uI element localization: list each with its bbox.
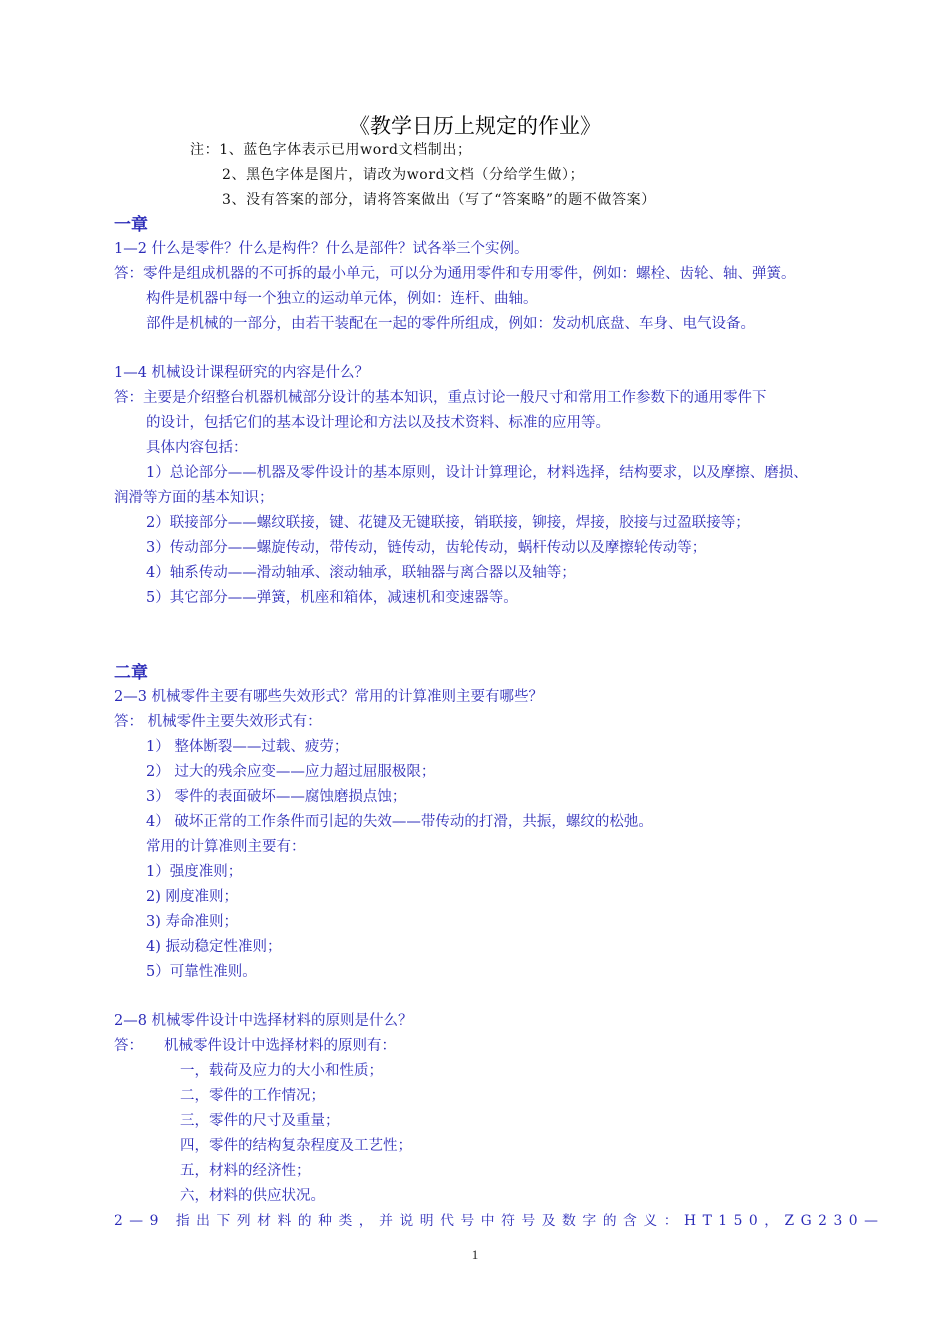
chapter-1-heading: 一章	[114, 215, 148, 235]
answer-2-8-item: 二，零件的工作情况；	[180, 1088, 325, 1104]
answer-1-4-line: 具体内容包括：	[146, 440, 248, 456]
chapter-2-heading: 二章	[114, 663, 148, 683]
answer-1-2-line: 答：零件是组成机器的不可拆的最小单元，可以分为通用零件和专用零件，例如：螺栓、齿轮、轴、弹簧。	[114, 266, 796, 282]
answer-2-3-line: 4) 振动稳定性准则；	[146, 939, 282, 955]
page-number: 1	[471, 1247, 479, 1262]
answer-2-8-lead: 答：	[114, 1038, 143, 1054]
answer-1-4-line: 2）联接部分——螺纹联接，键、花键及无键联接，销联接，铆接，焊接，胶接与过盈联接等；	[146, 515, 750, 531]
answer-2-8-item: 四，零件的结构复杂程度及工艺性；	[180, 1138, 412, 1154]
answer-1-4-line: 4）轴系传动——滑动轴承、滚动轴承，联轴器与离合器以及轴等；	[146, 565, 576, 581]
answer-2-3-line: 2） 过大的残余应变——应力超过屈服极限；	[146, 764, 436, 780]
answer-1-4-line: 1）总论部分——机器及零件设计的基本原则，设计计算理论，材料选择，结构要求，以及摩擦、磨损、	[146, 465, 808, 481]
answer-2-8-item: 六，材料的供应状况。	[180, 1188, 325, 1204]
answer-1-4-line: 5）其它部分——弹簧，机座和箱体，减速机和变速器等。	[146, 590, 518, 606]
note-3: 3、没有答案的部分，请将答案做出（写了“答案略”的题不做答案）	[222, 192, 656, 208]
note-2: 2、黑色字体是图片，请改为word文档（分给学生做）；	[222, 167, 585, 183]
answer-1-4-line: 答：主要是介绍整台机器机械部分设计的基本知识，重点讨论一般尺寸和常用工作参数下的通用零件下	[114, 390, 767, 406]
answer-2-3-line: 3） 零件的表面破坏——腐蚀磨损点蚀；	[146, 789, 407, 805]
answer-2-3-line: 答： 机械零件主要失效形式有：	[114, 714, 322, 730]
note-1: 注：1、蓝色字体表示已用word文档制出；	[190, 142, 472, 158]
answer-2-3-line: 常用的计算准则主要有：	[146, 839, 306, 855]
answer-2-8-item: 五，材料的经济性；	[180, 1163, 311, 1179]
question-2-8: 2—8 机械零件设计中选择材料的原则是什么？	[114, 1013, 413, 1029]
answer-2-8-item: 一，载荷及应力的大小和性质；	[180, 1063, 383, 1079]
answer-1-4-line: 3）传动部分——螺旋传动，带传动，链传动，齿轮传动，蜗杆传动以及摩擦轮传动等；	[146, 540, 707, 556]
page-title: 《教学日历上规定的作业》	[349, 114, 601, 138]
answer-1-2-line: 构件是机器中每一个独立的运动单元体，例如：连杆、曲轴。	[146, 291, 538, 307]
answer-2-3-line: 1） 整体断裂——过载、疲劳；	[146, 739, 349, 755]
question-1-4: 1—4 机械设计课程研究的内容是什么？	[114, 365, 370, 381]
answer-1-2-line: 部件是机械的一部分，由若干装配在一起的零件所组成，例如：发动机底盘、车身、电气设备。	[146, 316, 755, 332]
answer-2-8-item: 三，零件的尺寸及重量；	[180, 1113, 340, 1129]
answer-2-3-line: 2) 刚度准则；	[146, 889, 238, 905]
question-1-2: 1—2 什么是零件？什么是构件？什么是部件？试各举三个实例。	[114, 241, 529, 257]
answer-2-8-intro: 机械零件设计中选择材料的原则有：	[164, 1038, 396, 1054]
answer-2-3-line: 1）强度准则；	[146, 864, 243, 880]
answer-2-3-line: 5）可靠性准则。	[146, 964, 257, 980]
answer-1-4-line: 的设计，包括它们的基本设计理论和方法以及技术资料、标准的应用等。	[146, 415, 610, 431]
question-2-9: 2—9 指出下列材料的种类，并说明代号中符号及数字的含义：HT150，ZG230—	[114, 1213, 885, 1229]
question-2-3: 2—3 机械零件主要有哪些失效形式？常用的计算准则主要有哪些？	[114, 689, 544, 705]
answer-2-3-line: 3) 寿命准则；	[146, 914, 238, 930]
answer-1-4-line: 润滑等方面的基本知识；	[114, 490, 274, 506]
answer-2-3-line: 4） 破坏正常的工作条件而引起的失效——带传动的打滑，共振，螺纹的松弛。	[146, 814, 653, 830]
